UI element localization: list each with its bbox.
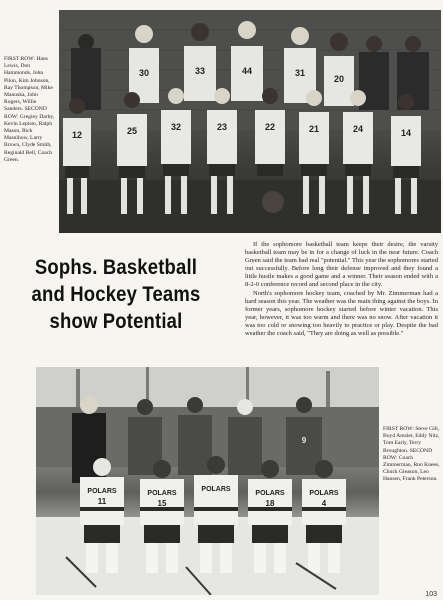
page-headline — [28, 254, 204, 335]
hockey-team-photo — [36, 367, 379, 595]
hockey-photo-caption: FIRST ROW: Steve Gill, Boyd Amsler, Eddy Nitz, Tom Early, Terry Broughton. SECOND ROW: Coach Zimmerman, Ron Knees, Chuck Gleason, Leo Hansen, Frank Peterson. — [383, 426, 440, 483]
jersey-text: POLARS — [309, 490, 339, 497]
jersey-number: 14 — [400, 128, 412, 138]
headline-line: and Hockey Teams — [31, 283, 201, 306]
page-number: 103 — [425, 591, 437, 598]
jersey-number: 32 — [170, 122, 182, 132]
jersey-text: POLARS — [87, 488, 117, 495]
jersey-number: 22 — [264, 122, 276, 132]
jersey-number: 25 — [126, 126, 138, 136]
jersey-number: 21 — [308, 124, 320, 134]
article-paragraph: If the sophomore basketball team keeps their desire, the varsity basketball team may be in for a change of luck in the near future. Coach Green said the team had real "potential." This year the sophomores started out successfully. Before long their defense improved and they found a little hustle makes a good game and a winner. Their season ended with a 8-2-0 conference record and second place in the city. — [245, 241, 438, 289]
jersey-number: 30 — [138, 68, 150, 78]
basketball-photo-illustration — [59, 10, 441, 233]
headline-line: show Potential — [49, 310, 183, 333]
basketball-team-photo — [59, 10, 441, 233]
jersey-text: POLARS — [201, 486, 231, 493]
article-body — [245, 241, 438, 338]
basketball-photo-caption: FIRST ROW: Hans Lewis, Don Hammonds, John Pilon, Kim Johnson, Ray Thompson, Mike Manuska, John Rogers, Willie Sanders. SECOND ROW: Gregiey Darby, Kevin Lepisto, Ralph Mason, Rick Masnihow, Larry Brown, Clyde Smith, Reginald Bell, Coach Green. — [4, 56, 55, 163]
jersey-number: 23 — [216, 122, 228, 132]
article-paragraph: North's sophomore hockey team, coached by Mr. Zimmerman had a hard season this year. The weather was the main thing against the boys. In former years, sophomore hockey started before winter vacation. This year, however, it was too warm and there was no snow. After vacation it was too cold or snowing too heavily to practice or play. Despite the bad weather the coach said, "They are doing as well as possible." — [245, 289, 438, 338]
jersey-number: 31 — [294, 68, 306, 78]
jersey-number: 4 — [321, 499, 327, 508]
jersey-number: 33 — [194, 66, 206, 76]
jersey-text: POLARS — [147, 490, 177, 497]
jersey-number: 18 — [265, 499, 275, 508]
jersey-number: 15 — [157, 499, 167, 508]
hockey-photo-illustration — [36, 367, 379, 595]
jersey-number: 44 — [241, 66, 253, 76]
jersey-number: 11 — [97, 497, 107, 506]
jersey-number: 9 — [301, 436, 307, 445]
jersey-number: 20 — [333, 74, 345, 84]
jersey-text: POLARS — [255, 490, 285, 497]
jersey-number: 24 — [352, 124, 364, 134]
headline-line: Sophs. Basketball — [34, 256, 198, 279]
jersey-number: 12 — [71, 130, 83, 140]
